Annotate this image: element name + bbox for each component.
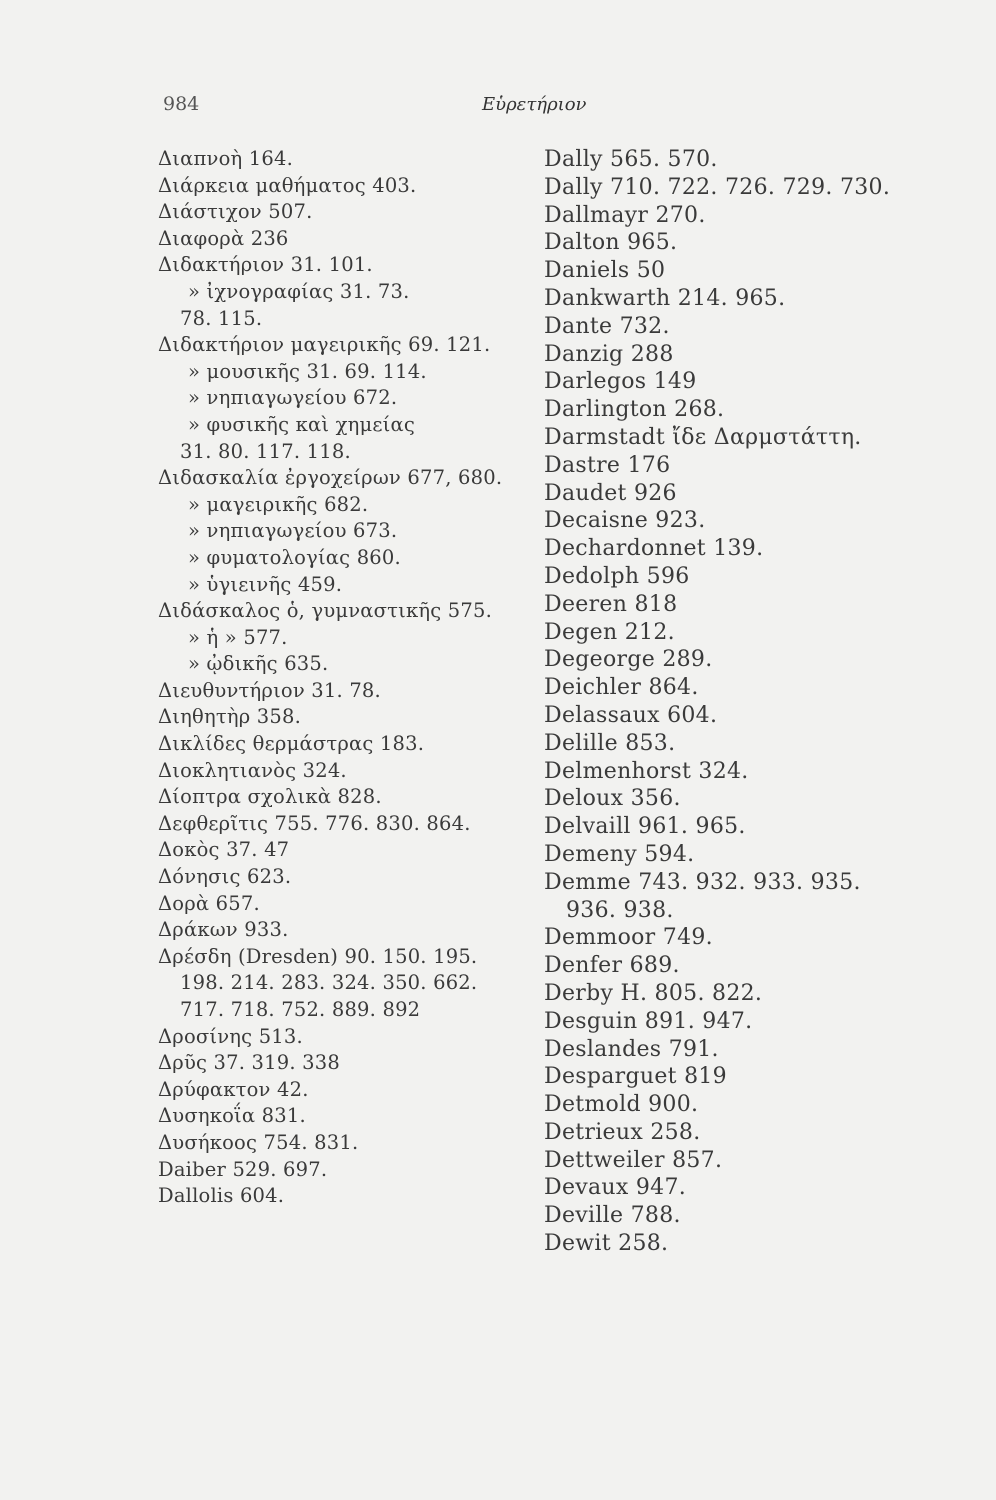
index-entry: Detrieux 258. xyxy=(544,1119,701,1145)
index-entry: Δοκὸς 37. 47 xyxy=(158,838,290,862)
index-entry: Δροσίνης 513. xyxy=(158,1024,303,1048)
index-subentry: » ἡ » 577. xyxy=(188,625,288,649)
index-continuation: 78. 115. xyxy=(180,306,263,330)
index-entry: Delassaux 604. xyxy=(544,702,718,728)
index-entry: Διδασκαλία ἐργοχείρων 677, 680. xyxy=(158,466,503,490)
index-continuation: 198. 214. 283. 324. 350. 662. xyxy=(180,971,478,995)
index-entry: Deloux 356. xyxy=(544,786,681,812)
index-entry: Δρέσδη (Dresden) 90. 150. 195. xyxy=(158,944,478,968)
index-entry: Δράκων 933. xyxy=(158,918,289,942)
index-entry: Devaux 947. xyxy=(544,1175,687,1201)
index-subentry: » φυσικῆς καὶ χημείας xyxy=(188,412,415,436)
index-entry: Δικλίδες θερμάστρας 183. xyxy=(158,732,425,756)
index-entry: Darmstadt ἴδε Δαρμστάττη. xyxy=(544,424,862,450)
index-entry: Dally 710. 722. 726. 729. 730. xyxy=(544,174,891,200)
index-subentry: » νηπιαγωγείου 673. xyxy=(188,519,398,543)
index-entry: Dettweiler 857. xyxy=(544,1147,723,1173)
index-entry: Dastre 176 xyxy=(544,452,671,478)
index-entry: Deeren 818 xyxy=(544,591,678,617)
index-entry: Διηθητὴρ 358. xyxy=(158,705,301,729)
index-entry: Δυσήκοος 754. 831. xyxy=(158,1130,359,1154)
index-subentry: » ἰχνογραφίας 31. 73. xyxy=(188,279,410,303)
index-entry: Dalton 965. xyxy=(544,230,678,256)
index-entry: Delille 853. xyxy=(544,730,676,756)
index-entry: Darlington 268. xyxy=(544,397,725,423)
index-column-right xyxy=(544,146,944,1258)
index-entry: Desguin 891. 947. xyxy=(544,1008,753,1034)
index-entry: Dankwarth 214. 965. xyxy=(544,285,786,311)
index-entry: Δρύφακτον 42. xyxy=(158,1077,309,1101)
page-number: 984 xyxy=(163,93,200,115)
index-subentry: » ὑγιεινῆς 459. xyxy=(188,572,343,596)
index-entry: Διδακτήριον 31. 101. xyxy=(158,253,373,277)
index-entry: Degen 212. xyxy=(544,619,675,645)
index-subentry: » μουσικῆς 31. 69. 114. xyxy=(188,359,427,383)
index-continuation: 31. 80. 117. 118. xyxy=(180,439,351,463)
index-entry: Dallmayr 270. xyxy=(544,202,706,228)
index-entry: Δόνησις 623. xyxy=(158,865,292,889)
index-entry: Derby H. 805. 822. xyxy=(544,980,763,1006)
index-entry: Δίοπτρα σχολικὰ 828. xyxy=(158,785,382,809)
index-entry: Deslandes 791. xyxy=(544,1036,719,1062)
index-entry: Daudet 926 xyxy=(544,480,677,506)
index-entry: Dewit 258. xyxy=(544,1231,669,1257)
index-entry: Decaisne 923. xyxy=(544,508,706,534)
index-entry: Darlegos 149 xyxy=(544,369,697,395)
index-entry: Delvaill 961. 965. xyxy=(544,814,746,840)
index-entry: Διοκλητιανὸς 324. xyxy=(158,758,347,782)
index-entry: Διευθυντήριον 31. 78. xyxy=(158,678,381,702)
index-subentry: » μαγειρικῆς 682. xyxy=(188,492,369,516)
index-entry: Διδάσκαλος ὁ, γυμναστικῆς 575. xyxy=(158,599,493,623)
index-entry: Demmoor 749. xyxy=(544,925,713,951)
index-entry: Daniels 50 xyxy=(544,258,666,284)
index-entry: Dedolph 596 xyxy=(544,563,690,589)
index-subentry: » νηπιαγωγείου 672. xyxy=(188,386,398,410)
index-entry: Dallolis 604. xyxy=(158,1184,285,1208)
index-entry: Demeny 594. xyxy=(544,841,695,867)
index-entry: Danzig 288 xyxy=(544,341,674,367)
index-entry: Delmenhorst 324. xyxy=(544,758,749,784)
index-entry: Denfer 689. xyxy=(544,953,680,979)
index-entry: Detmold 900. xyxy=(544,1092,699,1118)
index-entry: Δεφθερῖτις 755. 776. 830. 864. xyxy=(158,811,471,835)
index-entry: Δορὰ 657. xyxy=(158,891,260,915)
index-entry: Degeorge 289. xyxy=(544,647,713,673)
index-entry: Διδακτήριον μαγειρικῆς 69. 121. xyxy=(158,333,491,357)
index-entry: Dally 565. 570. xyxy=(544,147,718,172)
index-entry: Daiber 529. 697. xyxy=(158,1157,328,1181)
index-entry: Deville 788. xyxy=(544,1203,681,1229)
index-subentry: » φυματολογίας 860. xyxy=(188,545,401,569)
index-entry: Dante 732. xyxy=(544,313,670,339)
index-entry: Διαπνοὴ 164. xyxy=(158,147,294,170)
index-entry: Δυσηκοΐα 831. xyxy=(158,1104,306,1128)
index-subentry: » ᾠδικῆς 635. xyxy=(188,652,329,676)
index-entry: Dechardonnet 139. xyxy=(544,536,764,562)
index-entry: Διαφορὰ 236 xyxy=(158,226,289,250)
index-column-left xyxy=(158,146,528,1210)
index-continuation: 936. 938. xyxy=(566,897,674,923)
index-entry: Διάστιχον 507. xyxy=(158,200,313,224)
running-head: Εὑρετήριον xyxy=(482,94,587,115)
index-continuation: 717. 718. 752. 889. 892 xyxy=(180,998,421,1021)
index-entry: Deichler 864. xyxy=(544,675,699,701)
index-entry: Demme 743. 932. 933. 935. xyxy=(544,869,861,895)
index-entry: Desparguet 819 xyxy=(544,1064,727,1090)
index-entry: Δρῦς 37. 319. 338 xyxy=(158,1051,340,1075)
index-entry: Διάρκεια μαθήματος 403. xyxy=(158,173,417,197)
